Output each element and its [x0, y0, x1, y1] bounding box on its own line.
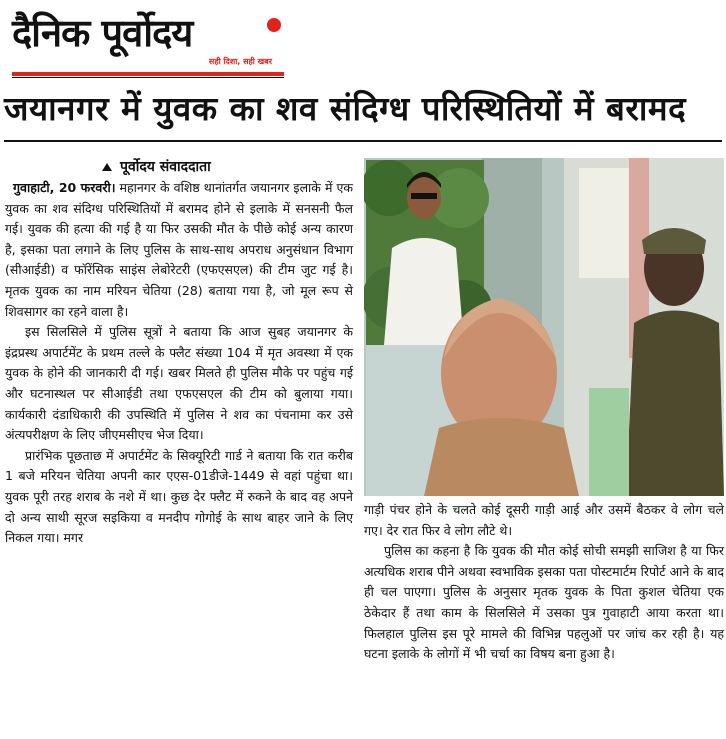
headline: जयानगर में युवक का शव संदिग्ध परिस्थितियों में बरामद [4, 89, 687, 128]
article-paragraph-4: पुलिस का कहना है कि युवक की मौत कोई सोची समझी साजिश है या फिर अत्यधिक शराब पीने अथवा स्वभाविक इसका पता पोस्टमार्टम रिपोर्ट आने के बाद ही चल पाएगा। पुलिस के अनुसार मृतक युवक के पिता कुशल चेतिया एक ठेकेदार हैं तथा काम के सिलसिले में उसका पुत्र गुवाहाटी आया करता था। फिलहाल पुलिस इस पूरे मामले की विभिन्न पहलुओं पर जांच कर रही है। यह घटना इलाके के लोगों में भी चर्चा का विषय बना हुआ है। [364, 543, 724, 662]
masthead-tagline: सही दिशा, सही खबर [208, 57, 272, 66]
byline-text: पूर्वोदय संवाददाता [120, 159, 211, 175]
logo-sun-icon [267, 18, 281, 32]
article-paragraph-3: प्रारंभिक पूछताछ में अपार्टमेंट के सिक्यूरिटी गार्ड ने बताया कि रात करीब 1 बजे मरियन चेतिया अपनी कार एएस-01डीजे-1449 से वहां पहुंचा था। युवक पूरी तरह शराब के नशे में था। कुछ देर फ्लैट में रुकने के बाद वह अपने दो अन्य साथी सूरज सइकिया व मनदीप गोगोई के साथ बाहर जाने के लिए निकल गया। मगर [5, 447, 353, 546]
article-paragraph-3-continued: गाड़ी पंचर होने के चलते कोई दूसरी गाड़ी आई और उसमें बैठकर वे लोग चले गए। देर रात फिर वे लोग लौटे थे। [364, 502, 724, 538]
article-column-left [5, 178, 353, 549]
triangle-icon [102, 163, 112, 171]
paragraph-1-text: महानगर के वशिष्ठ थानांतर्गत जयानगर इलाके में एक युवक का शव संदिग्ध परिस्थितियों में बरामद होने से इलाके में सनसनी फैल गई। युवक की हत्या की गई है या फिर उसकी मौत के पीछे कोई अन्य कारण है, इसका पता लगाने के लिए पुलिस के साथ-साथ अपराध अनुसंधान विभाग (सीआईडी) व फॉरेंसिक साइंस लेबोरेटरी (एफएसएल) की टीम जुट गई है। मृतक युवक का नाम मरियन चेतिया (28) बताया गया है, जो मूल रूप से शिवसागर का रहने वाला है। [5, 180, 353, 319]
masthead [12, 6, 284, 72]
newspaper-logo: दैनिक पूर्वोदय [12, 11, 193, 55]
news-photo-illustration [364, 158, 724, 496]
article-paragraph-1 [5, 178, 353, 322]
byline [102, 157, 211, 176]
news-photo [364, 158, 724, 496]
masthead-black-rule [12, 77, 284, 78]
article-paragraph-2: इस सिलसिले में पुलिस सूत्रों ने बताया कि आज सुबह जयानगर के इंद्रप्रस्थ अपार्टमेंट के प्रथम तल्ले के फ्लैट संख्या 104 में मृत अवस्था में एक युवक के होने की जानकारी दी गई। खबर मिलते ही पुलिस मौके पर पहुंच गई और घटनास्थल पर सीआईडी तथा एफएसएल की टीम को बुलाया गया। कार्यकारी दंडाधिकारी की उपस्थिति में पुलिस ने शव का पंचनामा कर उसे अंत्यपरीक्षण के लिए जीएमसीएच भेज दिया। [5, 324, 353, 443]
article-column-right [364, 500, 724, 665]
masthead-red-rule [12, 72, 284, 76]
headline-divider [4, 140, 722, 142]
dateline: गुवाहाटी, 20 फरवरी। [13, 180, 116, 195]
